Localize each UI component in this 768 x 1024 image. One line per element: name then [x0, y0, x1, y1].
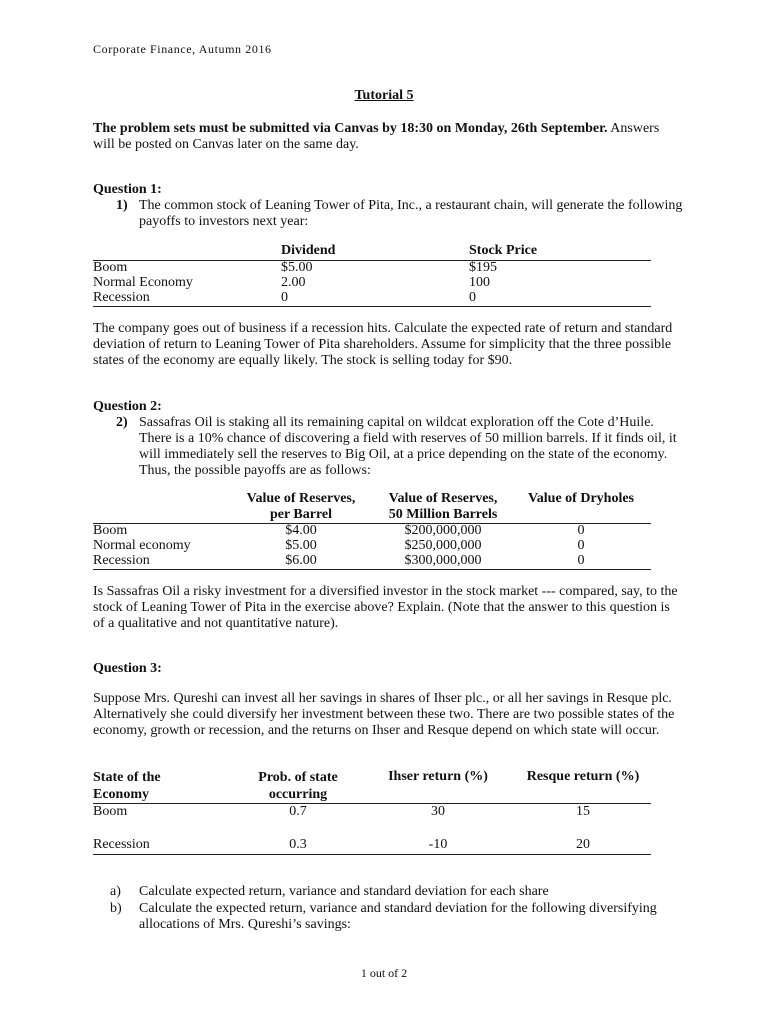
table3-header-state-line1: State of the [93, 770, 161, 785]
page-title: Tutorial 5 [354, 88, 414, 103]
table2-dryholes-cell: 0 [577, 523, 585, 538]
page-number: 1 out of 2 [360, 966, 408, 980]
question-2-heading: Question 2: [93, 399, 162, 414]
table2-header-per-barrel-line2: per Barrel [269, 507, 333, 522]
table3-state-cell: Boom [93, 804, 128, 819]
table3-header-state-line2: Economy [93, 787, 149, 802]
table3-header-ihser: Ihser return (%) [388, 769, 488, 784]
table1-price-cell: 0 [469, 290, 476, 305]
payoff-table-1 [93, 243, 651, 309]
table1-header-dividend: Dividend [281, 243, 336, 258]
question-3-text: Suppose Mrs. Qureshi can invest all her savings in shares of Ihser plc., or all her savings in Resque plc. Alternatively she could diversify her investment between these two. There are two possible states of the economy, growth or recession, and the returns on Ihser and Resque depend on which state will occur. [93, 691, 675, 738]
table2-header-dryholes: Value of Dryholes [527, 491, 635, 506]
table3-header-prob [233, 769, 363, 803]
table1-rule-top [93, 260, 651, 261]
table1-dividend-cell: 2.00 [281, 275, 306, 290]
question-1-item [93, 198, 683, 232]
table3-state-cell: Recession [93, 837, 150, 852]
table1-rule-bottom [93, 306, 651, 307]
table2-row-label: Recession [93, 553, 150, 568]
question-1-text: The common stock of Leaning Tower of Pita, Inc., a restaurant chain, will generate the following payoffs to investors next year: [139, 198, 683, 229]
table2-header-50m-line1: Value of Reserves, [388, 491, 498, 506]
table2-per-barrel-cell: $4.00 [285, 523, 317, 538]
question-2-item [93, 415, 683, 479]
table3-resque-cell: 15 [576, 804, 590, 819]
intro-paragraph [93, 121, 683, 153]
table1-row-label: Recession [93, 290, 150, 305]
table2-dryholes-cell: 0 [577, 553, 585, 568]
table3-prob-cell: 0.7 [289, 804, 307, 819]
question-3-item-b [110, 901, 680, 933]
item-a-text: Calculate expected return, variance and standard deviation for each share [139, 884, 549, 899]
table1-dividend-cell: 0 [281, 290, 288, 305]
table2-per-barrel-cell: $5.00 [285, 538, 317, 553]
intro-rest-1: Answers [610, 121, 660, 136]
table3-header-resque: Resque return (%) [526, 769, 640, 784]
table1-row-label: Normal Economy [93, 275, 193, 290]
table1-header-stock-price: Stock Price [469, 243, 538, 258]
table2-50m-cell: $200,000,000 [404, 523, 482, 538]
table2-50m-cell: $300,000,000 [404, 553, 482, 568]
question-2-text: Sassafras Oil is staking all its remaining capital on wildcat exploration off the Cote d’Huile. There is a 10% chance of discovering a field with reserves of 50 million barrels. If it finds oil, it will immediately sell the reserves to Big Oil, at a price depending on the state of the economy. Thus, the possible payoffs are as follows: [139, 415, 677, 478]
question-3-item-a [110, 884, 680, 900]
table2-per-barrel-cell: $6.00 [285, 553, 317, 568]
table3-prob-cell: 0.3 [289, 837, 307, 852]
table3-header-prob-line2: occurring [268, 787, 328, 802]
item-b-marker: b) [110, 901, 122, 916]
table3-ihser-cell: 30 [431, 804, 445, 819]
table1-price-cell: 100 [469, 275, 490, 290]
table2-50m-cell: $250,000,000 [404, 538, 482, 553]
table2-rule-bottom [93, 569, 651, 570]
table2-row-label: Normal economy [93, 538, 191, 553]
table3-ihser-cell: -10 [428, 837, 448, 852]
table2-header-per-barrel-line1: Value of Reserves, [246, 491, 356, 506]
table3-resque-cell: 20 [576, 837, 590, 852]
submission-deadline: The problem sets must be submitted via Canvas by 18:30 on Monday, 26th September. [93, 121, 608, 136]
payoff-table-2 [93, 491, 651, 571]
table1-dividend-cell: $5.00 [281, 260, 313, 275]
table3-header-state [93, 769, 161, 803]
question-2-number: 2) [116, 415, 128, 430]
course-header: Corporate Finance, Autumn 2016 [93, 42, 272, 56]
table1-row-label: Boom [93, 260, 128, 275]
table3-rule-bottom [93, 854, 651, 855]
table2-header-50m-line2: 50 Million Barrels [388, 507, 498, 522]
question-1-number: 1) [116, 198, 128, 213]
question-3-heading: Question 3: [93, 661, 162, 676]
table2-dryholes-cell: 0 [577, 538, 585, 553]
question-2-instructions: Is Sassafras Oil a risky investment for a diversified investor in the stock market --- compared, say, to the stock of Leaning Tower of Pita in the exercise above? Explain. (Note that the answer to this question is of a qualitative and not quantitative nature). [93, 584, 678, 631]
intro-rest-2: will be posted on Canvas later on the same day. [93, 137, 359, 152]
table3-header-prob-line1: Prob. of state [258, 770, 338, 785]
table2-row-label: Boom [93, 523, 128, 538]
question-1-heading: Question 1: [93, 182, 162, 197]
table2-header-50m-barrels [375, 491, 511, 523]
item-a-marker: a) [110, 884, 121, 899]
returns-table [93, 769, 651, 857]
item-b-text: Calculate the expected return, variance and standard deviation for the following diversifying allocations of Mrs. Qureshi’s savings: [139, 901, 657, 932]
question-1-instructions: The company goes out of business if a recession hits. Calculate the expected rate of return and standard deviation of return to Leaning Tower of Pita shareholders. Assume for simplicity that the three possible states of the economy are equally likely. The stock is selling today for $90. [93, 321, 673, 368]
table2-header-per-barrel [233, 491, 369, 523]
table1-price-cell: $195 [469, 260, 497, 275]
